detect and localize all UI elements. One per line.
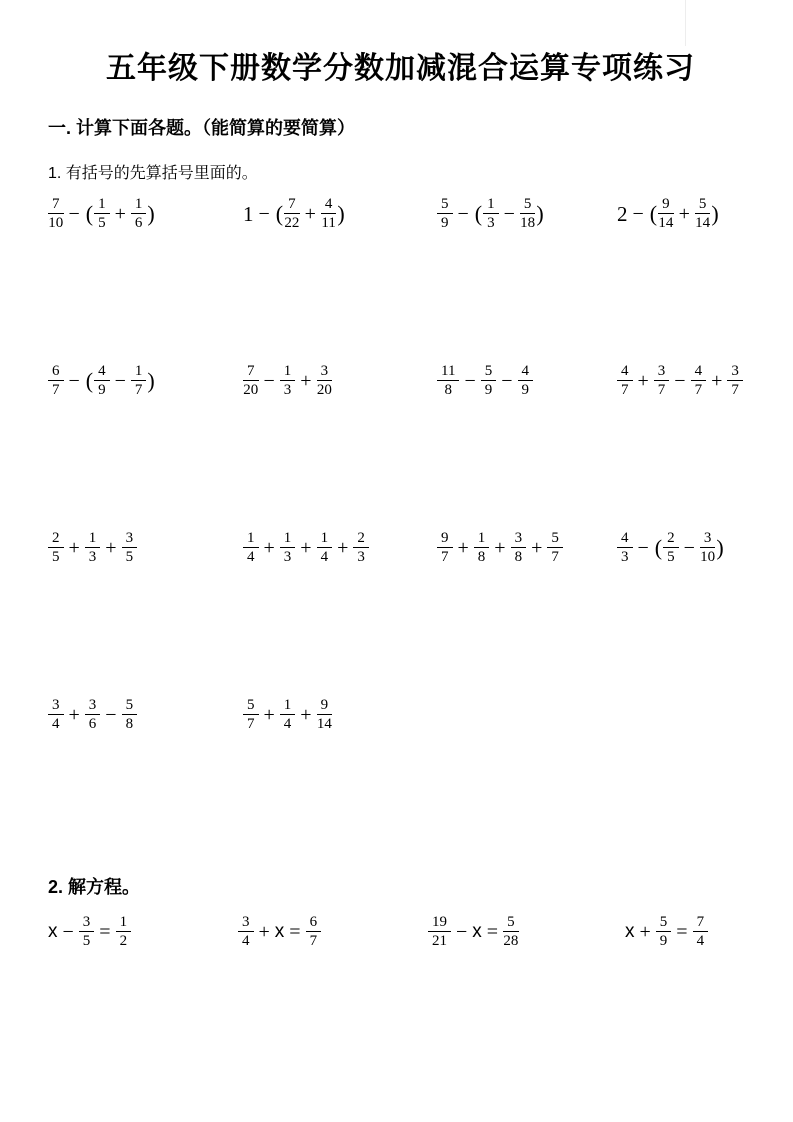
fraction <box>48 698 64 734</box>
fraction-denominator: 5 <box>125 549 134 566</box>
fraction-denominator: 4 <box>696 933 705 950</box>
math-expression <box>243 698 437 734</box>
operator: + <box>68 536 80 559</box>
fraction-denominator: 21 <box>432 933 447 950</box>
fraction-denominator: 3 <box>487 215 495 232</box>
fraction-denominator: 5 <box>98 215 106 232</box>
paren: ) <box>716 535 724 561</box>
fraction <box>94 364 110 400</box>
paren: ( <box>654 535 663 561</box>
math-expression <box>437 364 617 400</box>
fraction <box>474 531 490 567</box>
fraction-denominator: 8 <box>125 716 134 733</box>
fraction-denominator: 18 <box>520 215 536 232</box>
operator: + <box>114 202 126 225</box>
operator: + <box>300 536 312 559</box>
operator: − <box>62 920 74 943</box>
fraction-denominator: 7 <box>551 549 559 566</box>
problem-row <box>48 197 753 364</box>
fraction <box>437 197 453 233</box>
operator: − <box>683 536 695 559</box>
math-expression <box>243 197 437 233</box>
fraction <box>48 531 64 567</box>
fraction-numerator: 1 <box>474 531 490 549</box>
fraction <box>48 197 64 233</box>
page-edge-artifact <box>685 0 686 46</box>
fraction <box>280 531 296 567</box>
paren: ( <box>85 368 94 394</box>
fraction-denominator: 7 <box>657 382 666 399</box>
fraction <box>238 915 254 951</box>
fraction-numerator: 1 <box>131 197 147 215</box>
fraction-denominator: 8 <box>444 382 452 399</box>
operator: − <box>503 202 515 225</box>
operator: + <box>300 703 312 726</box>
fraction-denominator: 7 <box>694 382 703 399</box>
operator: − <box>456 920 468 943</box>
fraction <box>243 531 259 567</box>
math-expression <box>48 197 243 233</box>
fraction-denominator: 6 <box>134 215 143 232</box>
fraction-numerator: 1 <box>94 197 110 215</box>
variable: x <box>48 921 58 943</box>
fraction-denominator: 7 <box>441 549 449 566</box>
fraction-denominator: 14 <box>658 215 674 232</box>
fraction-denominator: 3 <box>283 382 292 399</box>
fraction-numerator: 3 <box>317 364 333 382</box>
operator: + <box>457 536 469 559</box>
paren: ( <box>474 201 483 227</box>
fraction-numerator: 5 <box>437 197 453 215</box>
fraction-denominator: 7 <box>309 933 318 950</box>
fraction-denominator: 3 <box>88 549 97 566</box>
operator: − <box>68 202 80 225</box>
operator: = <box>99 920 111 943</box>
fraction <box>691 364 707 400</box>
section2-heading: 2. 解方程。 <box>48 876 141 897</box>
operator: = <box>676 920 688 943</box>
math-expression <box>48 698 243 734</box>
fraction-numerator: 5 <box>656 915 672 933</box>
fraction-denominator: 4 <box>52 716 60 733</box>
operator: − <box>637 536 649 559</box>
operator: + <box>711 369 723 392</box>
fraction-denominator: 6 <box>88 716 97 733</box>
operator: = <box>289 920 301 943</box>
fraction <box>727 364 743 400</box>
fraction-numerator: 19 <box>428 915 451 933</box>
variable: x <box>274 921 285 943</box>
fraction-numerator: 4 <box>617 531 633 549</box>
fraction-denominator: 3 <box>357 549 365 566</box>
fraction-denominator: 9 <box>521 382 530 399</box>
fraction <box>317 698 333 734</box>
fraction <box>280 698 296 734</box>
operator: + <box>263 536 275 559</box>
paren: ( <box>275 201 284 227</box>
math-expression <box>437 197 617 233</box>
fraction-denominator: 9 <box>659 933 668 950</box>
fraction <box>663 531 679 567</box>
fraction-denominator: 5 <box>667 549 675 566</box>
problem-row <box>48 531 753 698</box>
fraction-denominator: 8 <box>514 549 523 566</box>
math-expression <box>617 197 753 233</box>
fraction-denominator: 7 <box>731 382 739 399</box>
fraction <box>656 915 672 951</box>
fraction <box>116 915 132 951</box>
fraction-numerator: 5 <box>503 915 519 933</box>
fraction <box>547 531 563 567</box>
section2-problems <box>48 915 753 951</box>
fraction-numerator: 1 <box>280 531 296 549</box>
fraction <box>437 531 453 567</box>
fraction-denominator: 14 <box>316 716 332 733</box>
section1-heading: 一. 计算下面各题。（能简算的要简算） <box>48 117 356 138</box>
fraction-denominator: 7 <box>134 382 143 399</box>
fraction-numerator: 3 <box>700 531 716 549</box>
fraction <box>79 915 95 951</box>
fraction-denominator: 20 <box>243 382 259 399</box>
fraction <box>131 364 147 400</box>
fraction-denominator: 9 <box>98 382 106 399</box>
fraction <box>511 531 527 567</box>
fraction-numerator: 2 <box>48 531 64 549</box>
fraction <box>280 364 296 400</box>
fraction-numerator: 6 <box>306 915 322 933</box>
operator: + <box>263 703 275 726</box>
problem-row <box>48 915 753 951</box>
paren: ) <box>147 201 155 227</box>
variable: x <box>472 921 482 943</box>
problem-row <box>48 698 753 865</box>
fraction-numerator: 1 <box>280 698 296 716</box>
fraction <box>481 364 497 400</box>
operator: + <box>637 369 649 392</box>
fraction-numerator: 5 <box>547 531 563 549</box>
fraction <box>321 197 337 233</box>
number: 1 <box>243 201 254 226</box>
fraction <box>437 364 459 400</box>
math-expression <box>48 531 243 567</box>
fraction-numerator: 2 <box>353 531 369 549</box>
fraction <box>122 698 138 734</box>
fraction-denominator: 4 <box>320 549 329 566</box>
operator: + <box>531 536 543 559</box>
fraction-denominator: 3 <box>283 549 292 566</box>
fraction <box>503 915 519 951</box>
fraction <box>85 531 101 567</box>
operator: + <box>304 202 316 225</box>
fraction-denominator: 9 <box>441 215 449 232</box>
fraction-numerator: 9 <box>658 197 674 215</box>
operator: − <box>464 369 476 392</box>
paren: ( <box>649 201 658 227</box>
fraction-numerator: 1 <box>483 197 499 215</box>
fraction-denominator: 14 <box>695 215 711 232</box>
fraction <box>243 698 259 734</box>
fraction <box>695 197 711 233</box>
fraction <box>428 915 451 951</box>
math-expression <box>238 915 428 951</box>
operator: − <box>114 369 126 392</box>
problem-row <box>48 364 753 531</box>
fraction-numerator: 9 <box>317 698 333 716</box>
fraction-numerator: 4 <box>691 364 707 382</box>
math-expression <box>625 915 753 951</box>
fraction-numerator: 7 <box>48 197 64 215</box>
paren: ) <box>711 201 719 227</box>
operator: − <box>501 369 513 392</box>
math-expression <box>48 364 243 400</box>
operator: − <box>632 202 644 225</box>
operator: = <box>486 920 499 943</box>
section1-problems <box>48 197 753 865</box>
operator: + <box>105 536 117 559</box>
fraction <box>693 915 709 951</box>
fraction <box>48 364 64 400</box>
fraction-numerator: 4 <box>518 364 534 382</box>
fraction-numerator: 5 <box>243 698 259 716</box>
fraction-numerator: 1 <box>116 915 132 933</box>
fraction-numerator: 4 <box>94 364 110 382</box>
fraction-numerator: 6 <box>48 364 64 382</box>
fraction <box>617 531 633 567</box>
fraction-numerator: 9 <box>437 531 453 549</box>
operator: − <box>457 202 469 225</box>
fraction-numerator: 4 <box>321 197 337 215</box>
fraction <box>306 915 322 951</box>
fraction-numerator: 1 <box>280 364 296 382</box>
paren: ( <box>85 201 94 227</box>
paren: ) <box>337 201 345 227</box>
operator: + <box>68 703 80 726</box>
fraction <box>85 698 101 734</box>
fraction-denominator: 7 <box>621 382 629 399</box>
fraction-denominator: 3 <box>621 549 629 566</box>
math-expression <box>243 364 437 400</box>
fraction-numerator: 1 <box>131 364 147 382</box>
operator: − <box>105 703 117 726</box>
fraction-denominator: 9 <box>484 382 493 399</box>
operator: + <box>494 536 506 559</box>
fraction-numerator: 5 <box>695 197 711 215</box>
fraction-denominator: 11 <box>321 215 336 232</box>
paren: ) <box>147 368 155 394</box>
operator: + <box>337 536 349 559</box>
operator: + <box>639 920 651 943</box>
fraction <box>518 364 534 400</box>
fraction-numerator: 3 <box>122 531 138 549</box>
fraction-numerator: 1 <box>85 531 101 549</box>
fraction-numerator: 3 <box>654 364 670 382</box>
operator: − <box>258 202 270 225</box>
fraction-denominator: 7 <box>52 382 60 399</box>
fraction-denominator: 5 <box>52 549 60 566</box>
fraction-numerator: 3 <box>238 915 254 933</box>
operator: − <box>263 369 275 392</box>
fraction <box>122 531 138 567</box>
fraction-denominator: 22 <box>284 215 300 232</box>
fraction <box>131 197 147 233</box>
fraction-numerator: 3 <box>79 915 95 933</box>
fraction-denominator: 4 <box>242 933 250 950</box>
fraction-numerator: 5 <box>520 197 536 215</box>
fraction <box>317 531 333 567</box>
fraction <box>317 364 333 400</box>
fraction-numerator: 1 <box>317 531 333 549</box>
fraction <box>520 197 536 233</box>
section1-instruction: 1. 有括号的先算括号里面的。 <box>48 164 258 182</box>
variable: x <box>625 921 635 943</box>
fraction-denominator: 2 <box>119 933 128 950</box>
number: 2 <box>617 201 628 226</box>
fraction-numerator: 3 <box>511 531 527 549</box>
math-expression <box>428 915 625 951</box>
paren: ) <box>536 201 544 227</box>
fraction-denominator: 5 <box>82 933 91 950</box>
fraction <box>700 531 716 567</box>
fraction-denominator: 7 <box>247 716 255 733</box>
fraction-numerator: 1 <box>243 531 259 549</box>
operator: − <box>674 369 686 392</box>
math-expression <box>617 364 753 400</box>
fraction-numerator: 5 <box>122 698 138 716</box>
fraction <box>353 531 369 567</box>
operator: + <box>678 202 690 225</box>
fraction <box>94 197 110 233</box>
operator: + <box>300 369 312 392</box>
fraction-denominator: 20 <box>316 382 332 399</box>
fraction-numerator: 7 <box>243 364 259 382</box>
fraction-numerator: 7 <box>693 915 709 933</box>
fraction-denominator: 4 <box>247 549 255 566</box>
fraction-denominator: 28 <box>503 933 519 950</box>
math-expression <box>243 531 437 567</box>
fraction-numerator: 11 <box>437 364 459 382</box>
fraction <box>617 364 633 400</box>
fraction-denominator: 8 <box>477 549 486 566</box>
fraction-numerator: 4 <box>617 364 633 382</box>
fraction-denominator: 10 <box>48 215 64 232</box>
math-expression <box>617 531 753 567</box>
fraction <box>654 364 670 400</box>
fraction-numerator: 2 <box>663 531 679 549</box>
fraction-numerator: 5 <box>481 364 497 382</box>
fraction <box>483 197 499 233</box>
fraction-denominator: 4 <box>283 716 292 733</box>
operator: − <box>68 369 80 392</box>
fraction-numerator: 3 <box>727 364 743 382</box>
fraction-numerator: 3 <box>48 698 64 716</box>
fraction <box>243 364 259 400</box>
page-title: 五年级下册数学分数加减混合运算专项练习 <box>106 52 695 85</box>
operator: + <box>258 920 270 943</box>
fraction <box>658 197 674 233</box>
fraction-numerator: 3 <box>85 698 101 716</box>
fraction-numerator: 7 <box>284 197 300 215</box>
math-expression <box>48 915 238 951</box>
fraction <box>284 197 300 233</box>
math-expression <box>437 531 617 567</box>
fraction-denominator: 10 <box>700 549 716 566</box>
